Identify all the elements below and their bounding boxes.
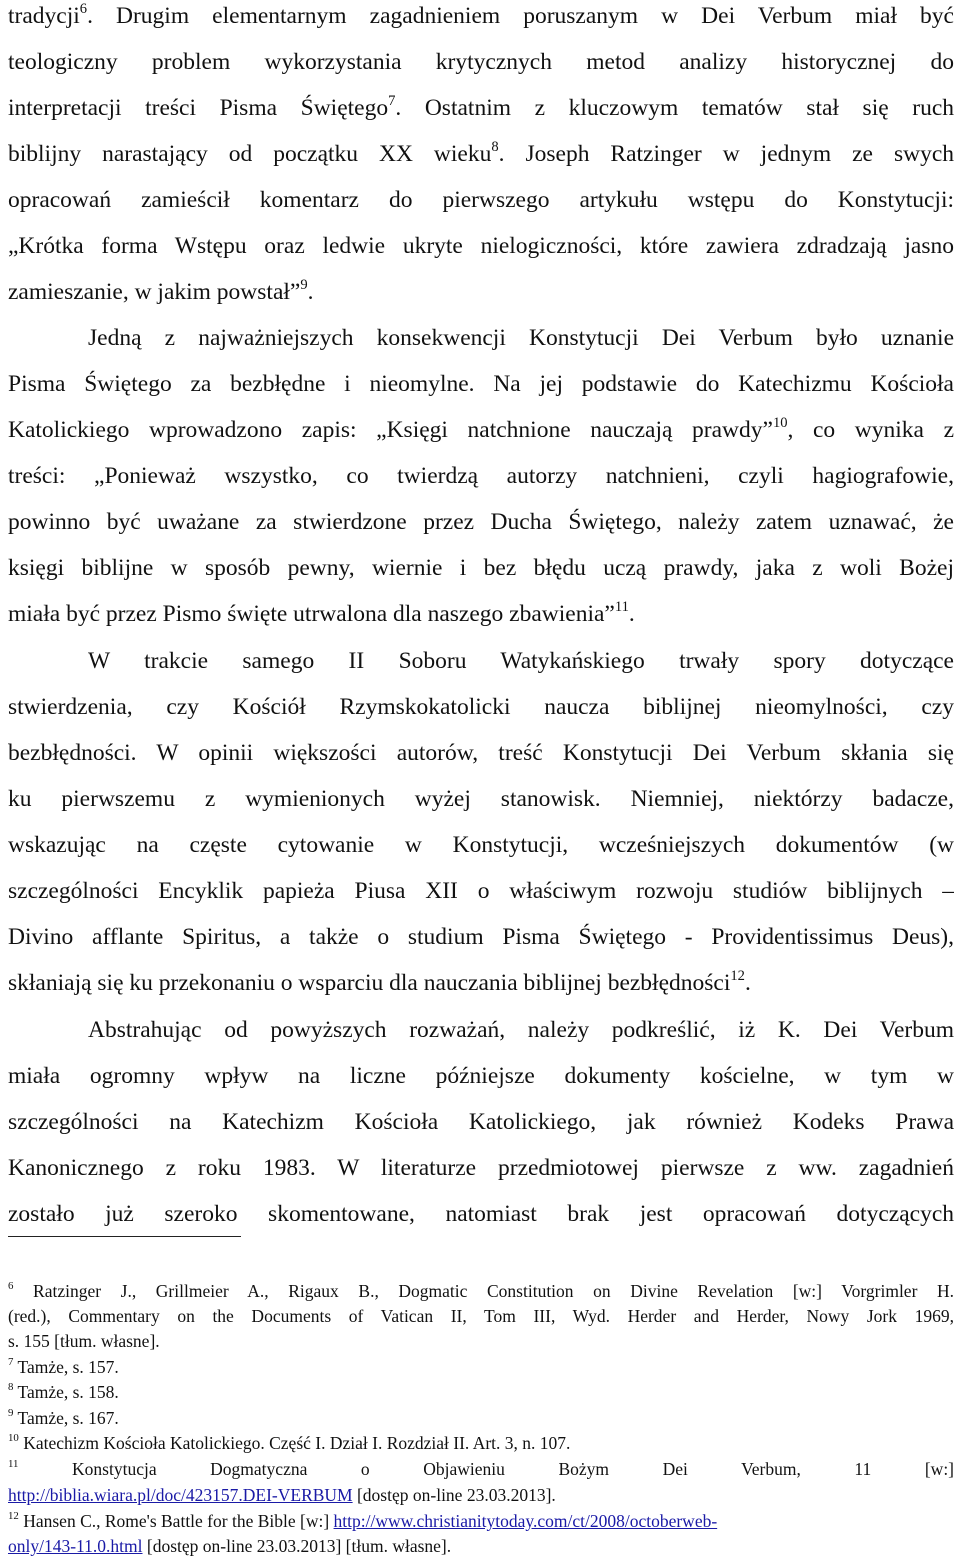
body-line: powinno być uważane za stwierdzone przez Ducha Świętego, należy zatem uznawać, że xyxy=(8,509,954,535)
footnote-6: $^6$ Ratzinger J., Grillmeier A., Rigaux B., Dogmatic Constitution on Divine Revelation [w:] Vorgrimler H. xyxy=(8,1280,954,1301)
footnote-12-cont: only/143-11.0.html [dostęp on-line 23.03.2013] [tłum. własne]. xyxy=(8,1536,452,1556)
body-line: zostało już szeroko skomentowane, natomiast brak jest opracowań dotyczących xyxy=(8,1201,954,1227)
footnote-ref[interactable]: 7 xyxy=(388,94,396,109)
footnote-ref[interactable]: 6 xyxy=(79,2,88,17)
footnote-12-link[interactable]: http://www.christianitytoday.com/ct/2008/octoberweb- xyxy=(333,1511,718,1531)
body-line: miała być przez Pismo święte utrwalona dla naszego zbawienia”$^{11}$. xyxy=(8,598,635,627)
footnote-ref[interactable]: 12 xyxy=(730,967,745,984)
footnote-ref[interactable]: 10 xyxy=(772,416,788,431)
footnote-6-cont: (red.), Commentary on the Documents of Vatican II, Tom III, Wyd. Herder and Herder, Nowy Jork 1969, xyxy=(8,1306,954,1326)
body-line: wskazując na częste cytowanie w Konstytucji, wcześniejszych dokumentów (w xyxy=(8,832,954,858)
footnote-ref[interactable]: 8 xyxy=(491,140,499,155)
body-line: treści: „Ponieważ wszystko, co twierdzą autorzy natchnieni, czyli hagiografowie, xyxy=(8,463,954,489)
body-line: teologiczny problem wykorzystania krytycznych metod analizy historycznej do xyxy=(8,49,954,75)
body-line: skłaniają się ku przekonaniu o wsparciu dla nauczania biblijnej bezbłędności$^{12}$. xyxy=(8,967,751,996)
footnote-10: $^{10}$ Katechizm Kościoła Katolickiego. Część I. Dział I. Rozdział II. Art. 3, n. 107. xyxy=(8,1432,571,1453)
paragraph-start: Jedną z najważniejszych konsekwencji Konstytucji Dei Verbum było uznanie xyxy=(88,325,954,351)
footnote-11-cont: http://biblia.wiara.pl/doc/423157.DEI-VERBUM [dostęp on-line 23.03.2013]. xyxy=(8,1485,556,1505)
body-line: bezbłędności. W opinii większości autorów, treść Konstytucji Dei Verbum skłania się xyxy=(8,740,954,766)
body-line: interpretacji treści Pisma Świętego$^7$. Ostatnim z kluczowym tematów stał się ruch xyxy=(8,94,954,121)
body-line: szczególności Encyklik papieża Piusa XII o właściwym rozwoju studiów biblijnych – xyxy=(8,878,954,904)
footnote-ref[interactable]: 9 xyxy=(300,276,308,293)
body-line: opracowań zamieścił komentarz do pierwszego artykułu wstępu do Konstytucji: xyxy=(8,187,954,213)
body-line: Pisma Świętego za bezbłędne i nieomylne. Na jej podstawie do Katechizmu Kościoła xyxy=(8,371,954,397)
body-line: Katolickiego wprowadzono zapis: „Księgi natchnione nauczają prawdy”$^{10}$, co wynika z xyxy=(8,416,954,443)
body-line: księgi biblijne w sposób pewny, wiernie i bez błędu uczą prawdy, jaka z woli Bożej xyxy=(8,555,954,581)
footnote-9: $^9$ Tamże, s. 167. xyxy=(8,1407,119,1428)
body-line: Kanonicznego z roku 1983. W literaturze przedmiotowej pierwsze z ww. zagadnień xyxy=(8,1155,954,1181)
body-line: Divino afflante Spiritus, a także o studium Pisma Świętego - Providentissimus Deus), xyxy=(8,924,954,950)
body-line: zamieszanie, w jakim powstał”$^9$. xyxy=(8,276,314,305)
footnote-12-link-cont[interactable]: only/143-11.0.html xyxy=(8,1536,143,1556)
footnote-ref[interactable]: 11 xyxy=(614,598,629,615)
body-line: biblijny narastający od początku XX wieku$^8$. Joseph Ratzinger w jednym ze swych xyxy=(8,140,954,167)
paragraph-start: W trakcie samego II Soboru Watykańskiego trwały spory dotyczące xyxy=(88,648,954,674)
footnote-12: $^{12}$ Hansen C., Rome's Battle for the Bible [w:] http://www.christianitytoday.com/ct/2008/octoberweb- xyxy=(8,1510,718,1531)
footnote-8: $^8$ Tamże, s. 158. xyxy=(8,1381,119,1402)
body-line: stwierdzenia, czy Kościół Rzymskokatolicki naucza biblijnej nieomylności, czy xyxy=(8,694,954,720)
footnote-11: $^{11}$ Konstytucja Dogmatyczna o Objawieniu Bożym Dei Verbum, 11 [w:] xyxy=(8,1458,954,1479)
paragraph-start: Abstrahując od powyższych rozważań, należy podkreślić, iż K. Dei Verbum xyxy=(88,1017,954,1043)
footnote-separator xyxy=(8,1236,241,1237)
footnote-11-link[interactable]: http://biblia.wiara.pl/doc/423157.DEI-VERBUM xyxy=(8,1485,353,1505)
body-line: „Krótka forma Wstępu oraz ledwie ukryte nielogiczności, które zawiera zdradzają jasno xyxy=(8,233,954,259)
body-line: ku pierwszemu z wymienionych wyżej stanowisk. Niemniej, niektórzy badacze, xyxy=(8,786,954,812)
body-line: miała ogromny wpływ na liczne późniejsze dokumenty kościelne, w tym w xyxy=(8,1063,954,1089)
body-line: tradycji$^6$. Drugim elementarnym zagadnieniem poruszanym w Dei Verbum miał być xyxy=(8,2,954,29)
footnote-6-cont: s. 155 [tłum. własne]. xyxy=(8,1331,160,1351)
body-line: szczególności na Katechizm Kościoła Katolickiego, jak również Kodeks Prawa xyxy=(8,1109,954,1135)
footnote-7: $^7$ Tamże, s. 157. xyxy=(8,1356,119,1377)
